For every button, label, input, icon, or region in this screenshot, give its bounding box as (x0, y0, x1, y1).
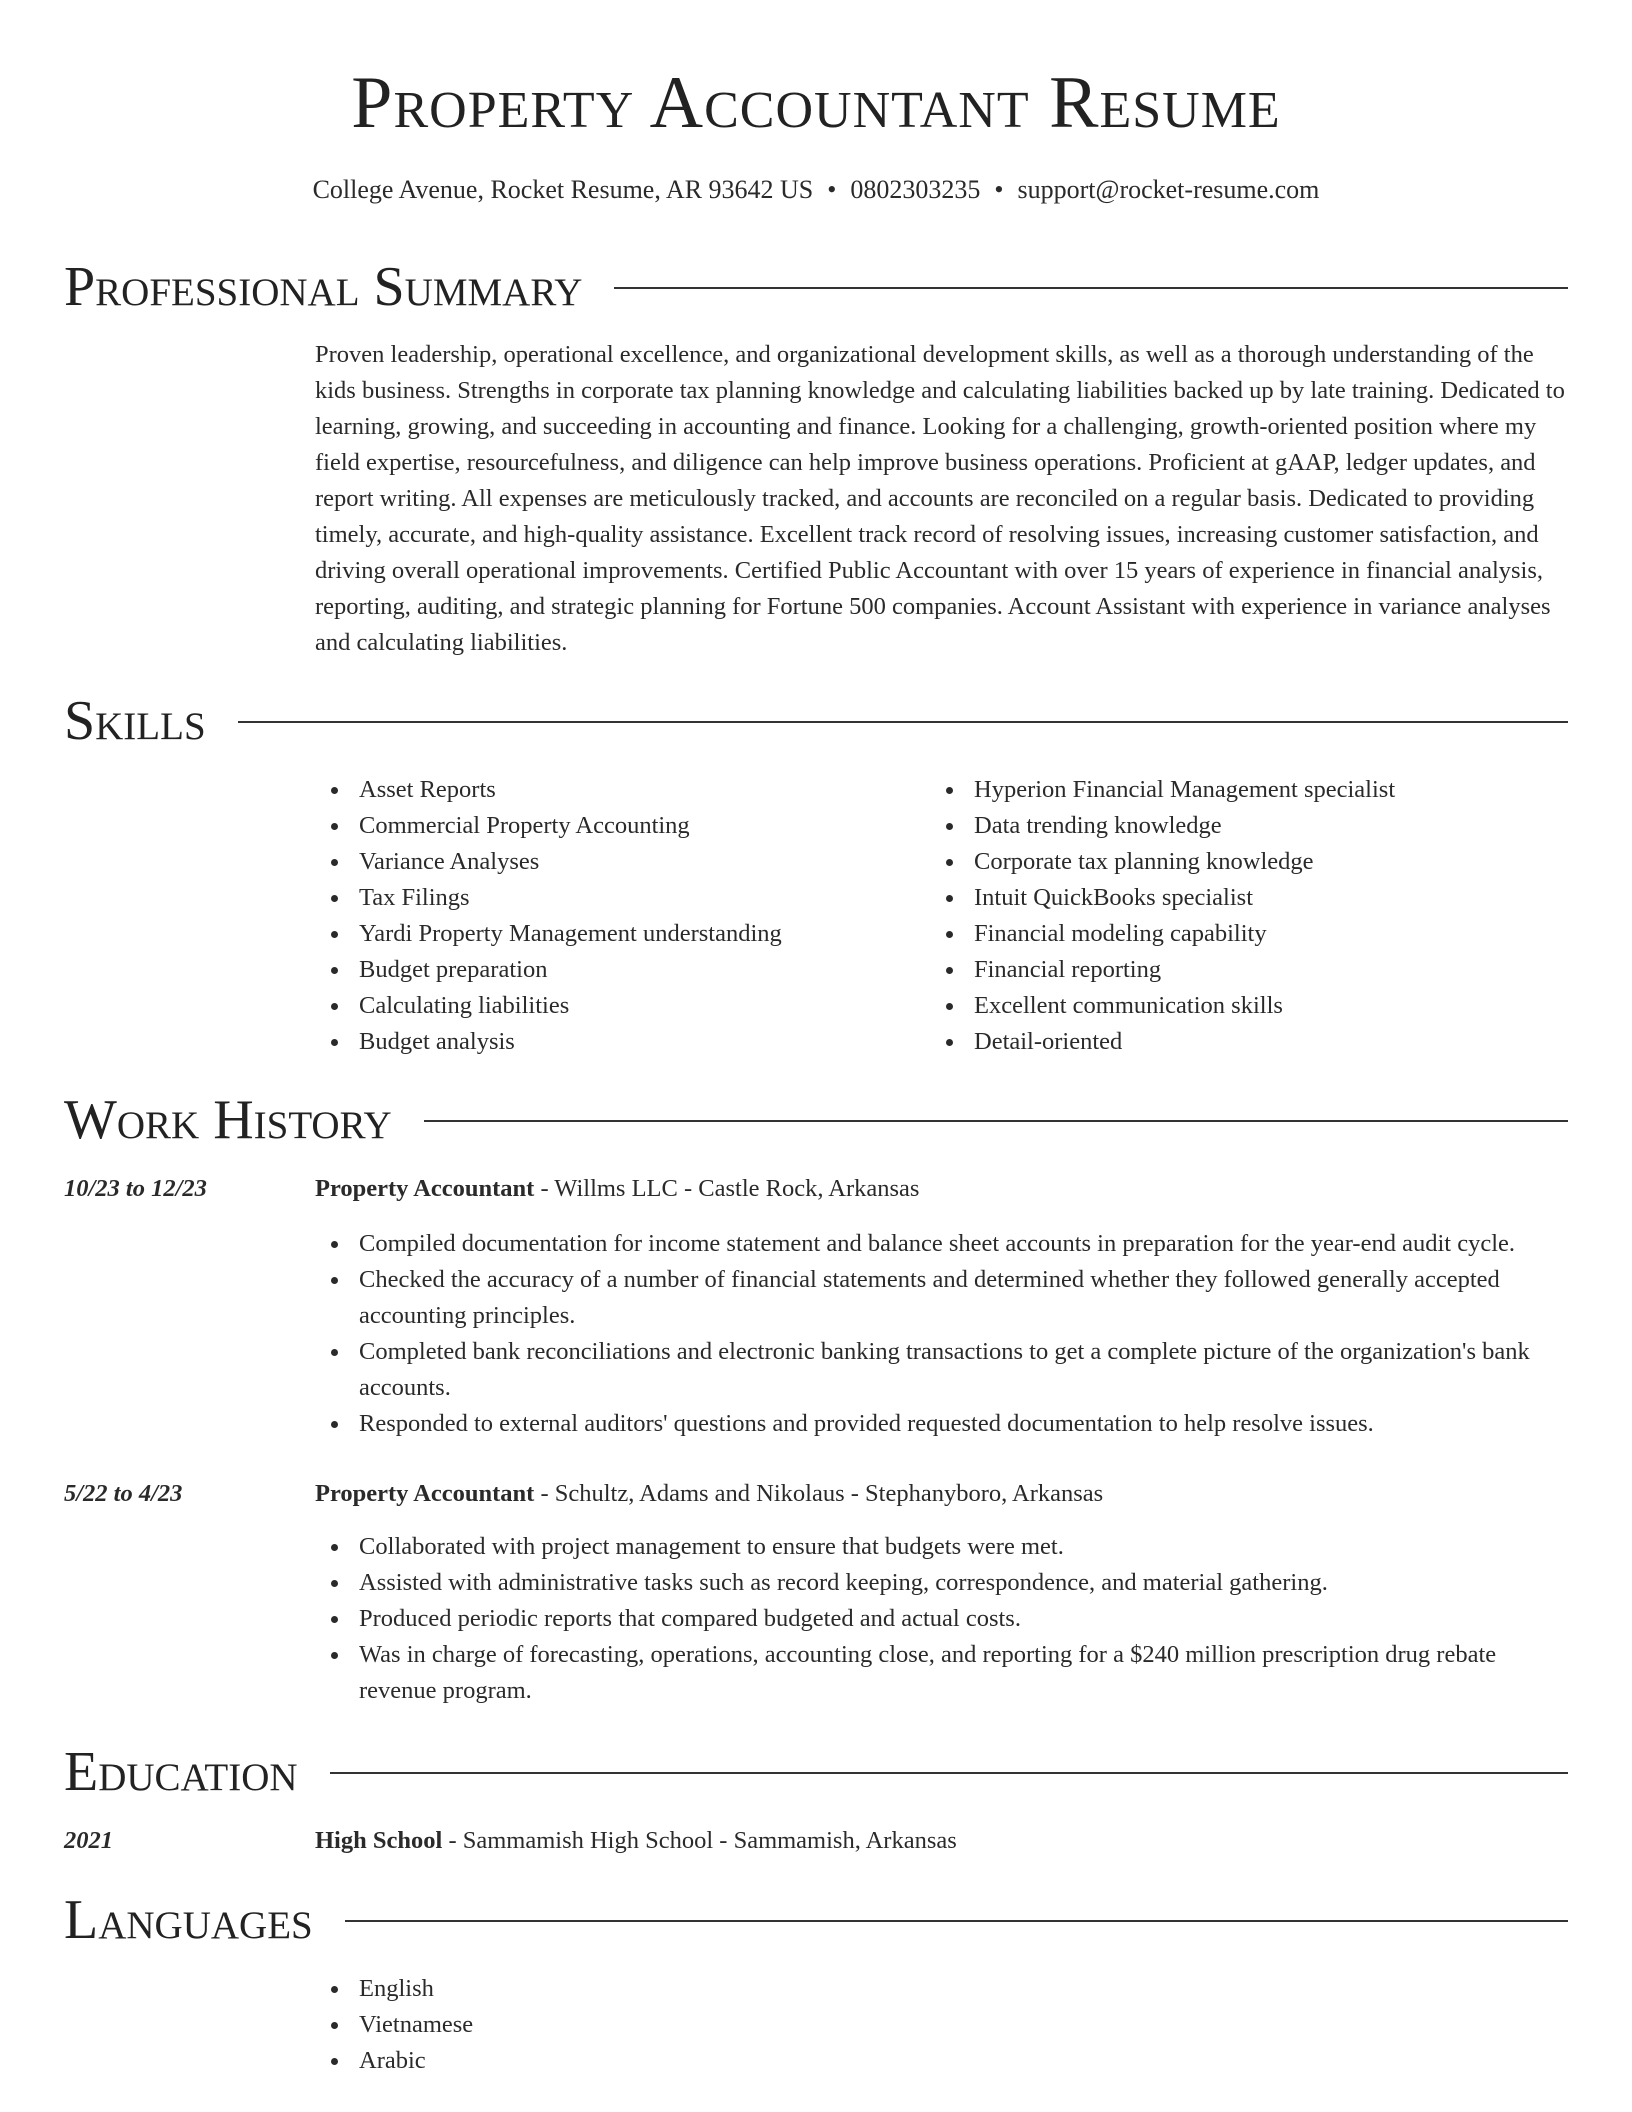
language-item: Arabic (315, 2043, 1568, 2079)
section-divider (238, 721, 1568, 723)
skill-item: Yardi Property Management understanding (315, 916, 915, 952)
job-dates: 5/22 to 4/23 (64, 1480, 183, 1507)
section-divider (345, 1920, 1568, 1922)
education-heading: Education (64, 1741, 298, 1803)
job-bullets (315, 1226, 1568, 1442)
job-title-line (315, 1476, 1568, 1512)
skill-item: Detail-oriented (930, 1024, 1530, 1060)
language-item: Vietnamese (315, 2007, 1568, 2043)
section-divider (424, 1120, 1568, 1122)
work-section-header (64, 1085, 1568, 1155)
contact-separator: • (827, 175, 837, 204)
skill-item: Financial reporting (930, 952, 1530, 988)
skill-item: Excellent communication skills (930, 988, 1530, 1024)
job-bullet: Responded to external auditors' questions and provided requested documentation to help resolve issues. (315, 1406, 1568, 1442)
job-bullets (315, 1529, 1568, 1709)
skill-item: Variance Analyses (315, 844, 915, 880)
skills-heading: Skills (64, 690, 206, 752)
skill-item: Financial modeling capability (930, 916, 1530, 952)
contact-line (64, 172, 1568, 208)
section-divider (614, 287, 1568, 289)
job-employer: - Schultz, Adams and Nikolaus - Stephanyboro, Arkansas (534, 1480, 1104, 1507)
job-bullet: Collaborated with project management to ensure that budgets were met. (315, 1529, 1568, 1565)
summary-heading: Professional Summary (64, 256, 583, 318)
skills-column-right (930, 772, 1530, 1060)
skills-section-header (64, 686, 1568, 756)
summary-section-header (64, 252, 1568, 322)
language-item: English (315, 1971, 1568, 2007)
job-bullet: Checked the accuracy of a number of financial statements and determined whether they followed generally accepted accounting principles. (315, 1262, 1568, 1334)
work-heading: Work History (64, 1089, 392, 1151)
languages-heading: Languages (64, 1889, 313, 1951)
languages-section-header (64, 1885, 1568, 1955)
skill-item: Corporate tax planning knowledge (930, 844, 1530, 880)
education-entry (315, 1823, 1568, 1859)
contact-separator: • (994, 175, 1004, 204)
job-title-line (315, 1171, 1568, 1207)
education-year: 2021 (64, 1827, 113, 1854)
skill-item: Budget preparation (315, 952, 915, 988)
education-degree: High School (315, 1827, 443, 1854)
job-dates: 10/23 to 12/23 (64, 1175, 207, 1202)
resume-title: Property Accountant Resume (351, 62, 1281, 144)
skill-item: Hyperion Financial Management specialist (930, 772, 1530, 808)
skill-item: Asset Reports (315, 772, 915, 808)
skill-item: Data trending knowledge (930, 808, 1530, 844)
job-bullet: Produced periodic reports that compared budgeted and actual costs. (315, 1601, 1568, 1637)
skills-column-left (315, 772, 915, 1060)
education-section-header (64, 1737, 1568, 1807)
skill-item: Calculating liabilities (315, 988, 915, 1024)
education-school: - Sammamish High School - Sammamish, Arkansas (442, 1827, 957, 1854)
job-bullet: Was in charge of forecasting, operations, accounting close, and reporting for a $240 million prescription drug rebate revenue program. (315, 1637, 1568, 1709)
job-title: Property Accountant (315, 1480, 535, 1507)
skill-item: Tax Filings (315, 880, 915, 916)
job-bullet: Completed bank reconciliations and electronic banking transactions to get a complete picture of the organization's bank accounts. (315, 1334, 1568, 1406)
skill-item: Commercial Property Accounting (315, 808, 915, 844)
languages-list (315, 1971, 1568, 2079)
skill-item: Intuit QuickBooks specialist (930, 880, 1530, 916)
job-title: Property Accountant (315, 1175, 535, 1202)
job-employer: - Willms LLC - Castle Rock, Arkansas (534, 1175, 920, 1202)
contact-address: College Avenue, Rocket Resume, AR 93642 US (312, 175, 814, 204)
section-divider (330, 1772, 1568, 1774)
skill-item: Budget analysis (315, 1024, 915, 1060)
contact-email: support@rocket-resume.com (1017, 175, 1320, 204)
job-bullet: Assisted with administrative tasks such as record keeping, correspondence, and material gathering. (315, 1565, 1568, 1601)
contact-phone: 0802303235 (850, 175, 981, 204)
job-bullet: Compiled documentation for income statement and balance sheet accounts in preparation for the year-end audit cycle. (315, 1226, 1568, 1262)
summary-text: Proven leadership, operational excellence, and organizational development skills, as well as a thorough understanding of the kids business. Strengths in corporate tax planning knowledge and calculating liabilities backed up by late training. Dedicated to learning, growing, and succeeding in accounting and finance. Looking for a challenging, growth-oriented position where my field expertise, resourcefulness, and diligence can help improve business operations. Proficient at gAAP, ledger updates, and report writing. All expenses are meticulously tracked, and accounts are reconciled on a regular basis. Dedicated to providing timely, accurate, and high-quality assistance. Excellent track record of resolving issues, increasing customer satisfaction, and driving overall operational improvements. Certified Public Accountant with over 15 years of experience in financial analysis, reporting, auditing, and strategic planning for Fortune 500 companies. Account Assistant with experience in variance analyses and calculating liabilities. (315, 341, 1565, 656)
